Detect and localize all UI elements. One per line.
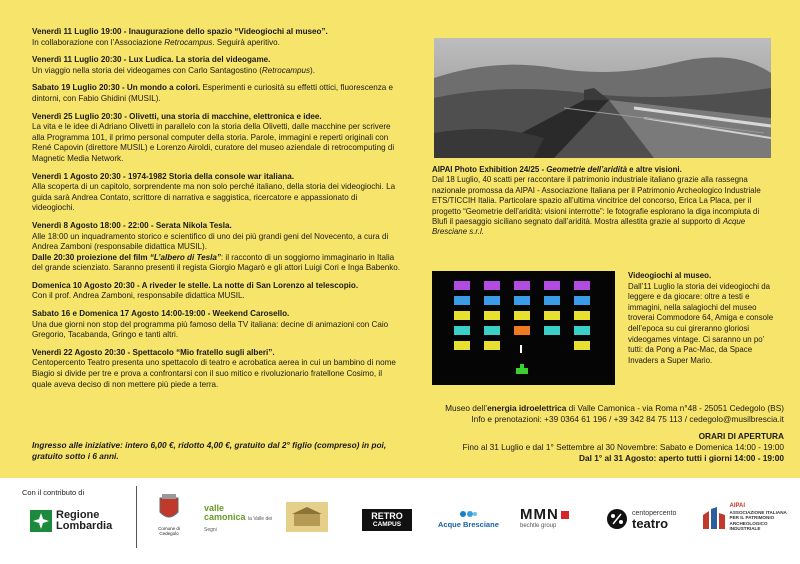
regione-lombardia-logo: Regione Lombardia: [30, 510, 112, 532]
event-item: Venerdì 11 Luglio 19:00 - Inaugurazione dello spazio “Videogiochi al museo”. In collaborazione con l’Associazione Retrocampus. Seguirà aperitivo.: [32, 27, 402, 48]
event-body: Alle 18:00 un inquadramento storico e scientifico di uno dei più grandi geni del Novecento, a cura di Andrea Zamboni (responsabile didattica MUSIL).: [32, 231, 389, 252]
percent-circle-icon: [606, 508, 628, 530]
lombardia-rose-icon: [30, 510, 52, 532]
event-item: Venerdì 8 Agosto 18:00 - 22:00 - Serata Nikola Tesla. Alle 18:00 un inquadramento storico e scientifico di uno dei più grandi geni del Novecento, a cura di Andrea Zamboni (responsabile didattica MUSIL). Dalle 20:30 proiezione del film “L’albero di Tesla”: il racconto di un soggiorno immaginario in Italia del grande scienziato. Saranno presenti il regista Giorgio Magarò e gli attori Luigi Cori e Inga Babenko.: [32, 220, 401, 273]
event-title: Venerdì 25 Luglio 20:30 - Olivetti, una storia di macchine, elettronica e idee.: [32, 111, 322, 121]
event-item: Venerdì 11 Luglio 20:30 - Lux Ludica. La storia del videogame. Un viaggio nella storia dei videogames con Carlo Santagostino (Retrocampus).: [32, 55, 402, 76]
space-invaders-image: [432, 271, 615, 385]
building-icon: [290, 506, 324, 528]
coat-of-arms-icon: [158, 494, 180, 524]
events-column: [32, 27, 402, 397]
contact-info: Info e prenotazioni: +39 0364 61 196 / +39 342 84 75 113 / cedegolo@musilbrescia.it: [471, 414, 784, 424]
event-body: Centopercento Teatro presenta uno spettacolo di teatro e acrobatica aerea in cui un bambino di nome Biagio si divide per tre e prova a confrontarsi con il suo mitico e rivoluzionario fratellone Cosimo, il quale aveva deciso di non mettere più piede a terra.: [32, 358, 396, 389]
videogames-title: Videogiochi al museo.: [628, 271, 712, 280]
aipai-exhibition: AIPAI Photo Exhibition 24/25 - Geometrie dell’aridità e altre visioni. Dal 18 Luglio, 40 scatti per raccontare il patrimonio industriale italiano grazie alla rassegna nazionale promossa da AIPAI - Associazione Italiana per il Patrimonio Archeologico Industriale ETS/TICCIH Italia. Particolare spazio all’ultima vincitrice del concorso, Erica La Placa, per il progetto “Geometrie dell’aridità: visioni interrotte”: le fotografie esplorano la diga incompiuta di Blufi il paesaggio siciliano segnato dall’aridità. Mostra allestita grazie al supporto di Acque Bresciane s.r.l.: [432, 165, 761, 237]
desert-photo: [434, 38, 771, 158]
red-square-icon: [561, 511, 569, 519]
event-body: Con il prof. Andrea Zamboni, responsabile didattica MUSIL.: [32, 291, 245, 301]
entry-note: Ingresso alle iniziative: intero 6,00 €, ridotto 4,00 €, gratuito dal 2° figlio (compreso) in poi, gratuito sotto i 6 anni.: [32, 440, 387, 461]
aipai-mark-icon: [701, 505, 727, 531]
event-title: Venerdì 1 Agosto 20:30 - 1974-1982 Storia della console war italiana.: [32, 171, 294, 181]
event-title: Venerdì 11 Luglio 20:30 - Lux Ludica. La storia del videogame.: [32, 55, 271, 65]
museum-info: Museo dell’energia idroelettrica di Valle Camonica - via Roma n°48 - 25051 Cedegolo (BS) Info e prenotazioni: +39 0364 61 196 / +39 342 84 75 113 / cedegolo@musilbrescia.it: [445, 403, 784, 424]
event-item: [32, 112, 402, 165]
retrocampus-logo: RETRO CAMPUS: [362, 509, 412, 531]
contrib-label: Con il contributo di: [22, 488, 85, 497]
institution-logo: [286, 502, 328, 532]
water-drops-icon: [458, 508, 478, 520]
comune-cedegolo-logo: Comune di Cedegolo: [150, 494, 188, 536]
opening-hours: ORARI DI APERTURA Fino al 31 Luglio e dal 1° Settembre al 30 Novembre: Sabato e Domenica 14:00 - 19:00 Dal 1° al 31 Agosto: aperto tutti i giorni 14:00 - 19:00: [462, 431, 784, 463]
event-title: Domenica 10 Agosto 20:30 - A riveder le stelle. La notte di San Lorenzo al telescopio.: [32, 280, 359, 290]
separator: [136, 486, 137, 548]
event-item: Sabato 19 Luglio 20:30 - Un mondo a colori. Esperimenti e curiosità su effetti ottici, fluorescenza e dintorni, con Fabio Ghidini (MUSIL).: [32, 83, 394, 103]
event-title: Sabato 19 Luglio 20:30 - Un mondo a colori.: [32, 83, 201, 93]
event-title: Sabato 16 e Domenica 17 Agosto 14:00-19:00 - Weekend Carosello.: [32, 309, 290, 319]
aipai-logo: AIPAI ASSOCIAZIONE ITALIANA PER IL PATRIMONIO ARCHEOLOGICO INDUSTRIALE: [700, 504, 788, 532]
acque-bresciane-logo: Acque Bresciane: [438, 508, 499, 529]
videogames-section: [628, 271, 780, 366]
event-title: Venerdì 11 Luglio 19:00 - Inaugurazione dello spazio “Videogiochi al museo”.: [32, 27, 328, 36]
mmn-logo: MMN bechtle group: [520, 506, 569, 529]
event-body: La vita e le idee di Adriano Olivetti in parallelo con la storia della Olivetti, dalle macchine per scrivere alla Programma 101, il primo personal computer della storia. Parole, immagini e reperti originali con René Capovin (direttore MUSIL) e Lorenzo Airoldi, curatore del museo aziendale di retrocomputing di Magnetic Media Network.: [32, 122, 395, 163]
sponsor-bar: [0, 478, 800, 564]
event-title: Venerdì 8 Agosto 18:00 - 22:00 - Serata Nikola Tesla.: [32, 220, 232, 230]
centopercento-teatro-logo: centopercento teatro: [606, 508, 676, 530]
event-body: Alla scoperta di un capitolo, sorprendente ma non solo perché italiano, della storia dei videogiochi. La guida sarà Andrea Contato, scrittore di narrativa e saggistica, ricercatore e appassionato di videogiochi.: [32, 182, 396, 213]
valle-camonica-logo: valle camonica la Valle dei Segni: [204, 503, 273, 533]
event-item: [32, 309, 402, 341]
event-item: [32, 281, 402, 302]
event-item: [32, 172, 402, 214]
event-title: Venerdì 22 Agosto 20:30 - Spettacolo “Mio fratello sugli alberi”.: [32, 347, 275, 357]
event-item: [32, 348, 402, 390]
videogames-body: Dall’11 Luglio la storia dei videogiochi da leggere e da giocare: oltre a testi e immagini, nella salagiochi del museo troverai Commodore 64, Amiga e console dell’epoca su cui gireranno gloriosi videogames vintage. Ci saranno un po’ tutti: da Pong a Pac-Mac, da Space Invaders a Super Mario.: [628, 281, 774, 365]
event-body: Una due giorni non stop del programma più famoso della TV italiana: decine di animazioni con Caio Gregorio, Tacabanda, Gringo e tanti altri.: [32, 319, 389, 340]
